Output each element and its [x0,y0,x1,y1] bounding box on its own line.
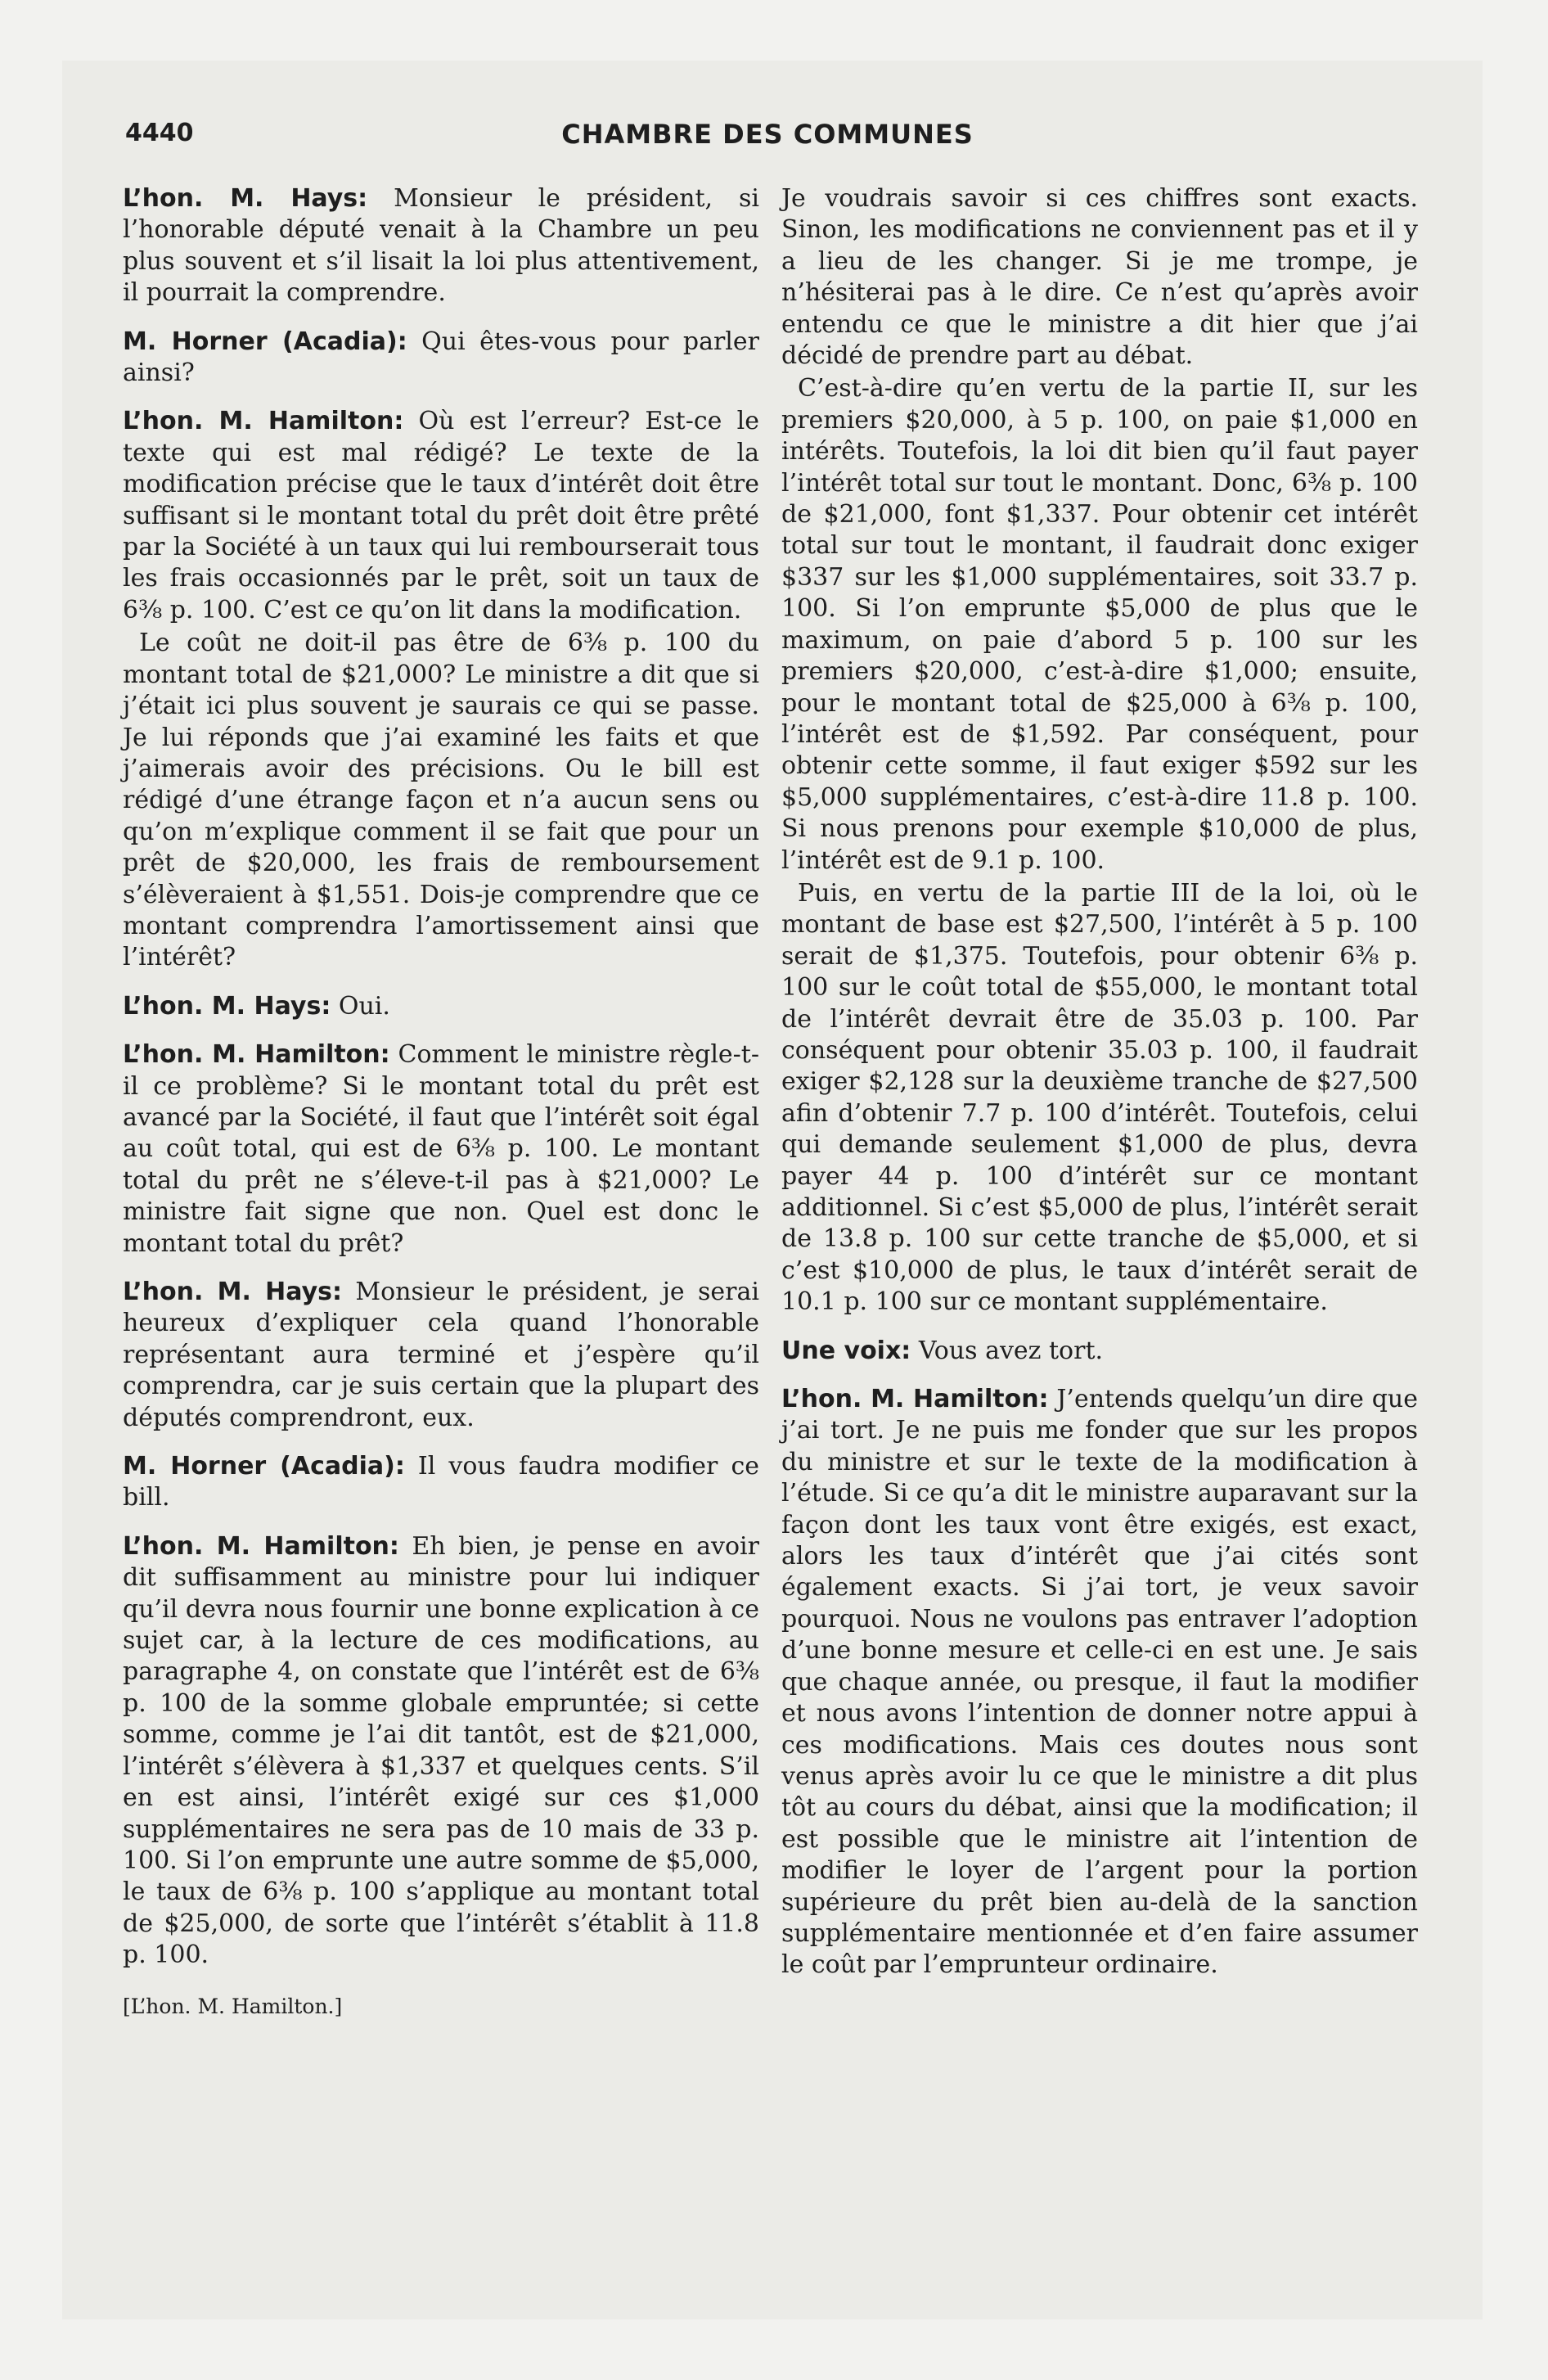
speech-text: Je voudrais savoir si ces chiffres sont exacts. Sinon, les modifications ne conviennent pas et il y a lieu de les changer. Si je me trompe, je n’hésiterai pas à le dire. Ce n’est qu’après avoir entendu ce que le ministre a dit hier que j’ai décidé de prendre part au débat. [781,184,1418,371]
paragraph [123,991,759,1022]
speech-text: Eh bien, je pense en avoir dit suffisamment au ministre pour lui indiquer qu’il devra nous fournir une bonne explication à ce sujet car, à la lecture de ces modifications, au paragraphe 4, on constate que l’intérêt est de 6⅜ p. 100 de la somme globale empruntée; si cette somme, comme je l’ai dit tantôt, est de $21,000, l’intérêt s’élèvera à $1,337 et quelques cents. S’il en est ainsi, l’intérêt exigé sur ces $1,000 supplémentaires ne sera pas de 10 mais de 33 p. 100. Si l’on emprunte une autre somme de $5,000, le taux de 6⅜ p. 100 s’applique au montant total de $25,000, de sorte que l’intérêt s’établit à 11.8 p. 100. [123,1531,759,1970]
right-column [781,183,1418,1983]
speech-text: Comment le ministre règle-t-il ce problème? Si le montant total du prêt est avancé par la Société, il faut que l’intérêt soit égal au coût total, qui est de 6⅜ p. 100. Le montant total du prêt ne s’éleve-t-il pas à $21,000? Le ministre fait signe que non. Quel est donc le montant total du prêt? [123,1040,759,1258]
speaker-name: Une voix: [781,1336,911,1365]
speaker-name: L’hon. M. Hays: [123,1278,343,1306]
speech-text: Puis, en vertu de la partie III de la loi, où le montant de base est $27,500, l’intérêt à 5 p. 100 serait de $1,375. Toutefois, pour obtenir 6⅜ p. 100 sur le coût total de $55,000, le montant total de l’intérêt devrait être de 35.03 p. 100. Par conséquent pour obtenir 35.03 p. 100, il faudrait exiger $2,128 sur la deuxième tranche de $27,500 afin d’obtenir 7.7 p. 100 d’intérêt. Toutefois, celui qui demande seulement $1,000 de plus, devra payer 44 p. 100 d’intérêt sur ce montant additionnel. Si c’est $5,000 de plus, l’intérêt serait de 13.8 p. 100 sur cette tranche de $5,000, et si c’est $10,000 de plus, le taux d’intérêt serait de 10.1 p. 100 sur ce montant supplémentaire. [781,878,1418,1317]
page-number: 4440 [125,119,194,147]
speaker-name: L’hon. M. Hays: [123,991,331,1021]
paragraph [123,1451,759,1514]
paragraph [123,1039,759,1260]
paragraph [781,1384,1418,1981]
speech-text: Le coût ne doit-il pas être de 6⅜ p. 100 du montant total de $21,000? Le ministre a dit que si j’était ici plus souvent je saurais ce qui se passe. Je lui réponds que j’ai examiné les faits et que j’aimerais avoir des précisions. Ou le bill est rédigé d’une étrange façon et n’a aucun sens ou qu’on m’explique comment il se fait que pour un prêt de $20,000, les frais de remboursement s’élèveraient à $1,551. Dois-je comprendre que ce montant comprendra l’amortissement ainsi que l’intérêt? [123,629,759,972]
paragraph [123,1277,759,1434]
left-column [123,183,759,2024]
paragraph [781,373,1418,877]
paragraph [781,1336,1418,1367]
signature-line: [L’hon. M. Hamilton.] [123,1994,343,2018]
running-title: CHAMBRE DES COMMUNES [561,119,974,150]
speech-text: Où est l’erreur? Est-ce le texte qui est mal rédigé? Le texte de la modification précise que le taux d’intérêt doit être suffisant si le montant total du prêt doit être prêté par la Société à un taux qui lui rembourserait tous les frais occasionnés par le prêt, soit un taux de 6⅜ p. 100. C’est ce qu’on lit dans la modification. [123,407,759,624]
speaker-name: M. Horner (Acadia): [123,1452,405,1481]
speech-text: Vous avez tort. [911,1336,1104,1365]
speaker-name: L’hon. M. Hamilton: [123,1040,390,1070]
speaker-name: L’hon. M. Hays: [123,184,368,213]
speaker-name: L’hon. M. Hamilton: [123,407,404,436]
paragraph [123,183,759,309]
paragraph [781,183,1418,372]
paragraph [123,406,759,626]
speech-text: J’entends quelqu’un dire que j’ai tort. Je ne puis me fonder que sur les propos du ministre et sur le texte de la modification à l’étude. Si ce qu’a dit le ministre auparavant sur la façon dont les taux vont être exigés, est exact, alors les taux d’intérêt que j’ai cités sont également exacts. Si j’ai tort, je veux savoir pourquoi. Nous ne voulons pas entraver l’adoption d’une bonne mesure et celle-ci en est une. Je sais que chaque année, ou presque, il faut la modifier et nous avons l’intention de donner notre appui à ces modifications. Mais ces doutes nous sont venus après avoir lu ce que le ministre a dit plus tôt au cours du débat, ainsi que la modification; il est possible que le ministre ait l’intention de modifier le loyer de l’argent pour la portion supérieure du prêt bien au-delà de la sanction supplémentaire mentionnée et d’en faire assumer le coût par l’emprunteur ordinaire. [781,1385,1418,1980]
page-header [125,119,1410,160]
speech-text: Monsieur le président, je serai heureux d’expliquer cela quand l’honorable représentant aura terminé et j’espère qu’il comprendra, car je suis certain que la plupart des députés comprendront, eux. [123,1278,759,1432]
speaker-name: L’hon. M. Hamilton: [123,1531,399,1561]
paragraph [123,327,759,390]
speech-text: C’est-à-dire qu’en vertu de la partie II, sur les premiers $20,000, à 5 p. 100, on paie $1,000 en intérêts. Toutefois, la loi dit bien qu’il faut payer l’intérêt total sur tout le montant. Donc, 6⅜ p. 100 de $21,000, font $1,337. Pour obtenir cet intérêt total sur tout le montant, il faudrait donc exiger $337 sur les $1,000 supplémentaires, soit 33.7 p. 100. Si l’on emprunte $5,000 de plus que le maximum, on paie d’abord 5 p. 100 sur les premiers $20,000, c’est-à-dire $1,000; ensuite, pour le montant total de $25,000 à 6⅜ p. 100, l’intérêt est de $1,592. Par conséquent, pour obtenir cette somme, il faut exiger $592 sur les $5,000 supplémentaires, c’est-à-dire 11.8 p. 100. Si nous prenons pour exemple $10,000 de plus, l’intérêt est de 9.1 p. 100. [781,374,1418,875]
paragraph [123,1531,759,1972]
speech-text: Monsieur le président, si l’honorable député venait à la Chambre un peu plus souvent et s’il lisait la loi plus attentivement, il pourrait la comprendre. [123,184,759,308]
paragraph [123,628,759,973]
speech-text: Qui êtes-vous pour parler ainsi? [123,327,759,388]
speech-text: Il vous faudra modifier ce bill. [123,1452,759,1512]
paragraph [781,878,1418,1318]
speech-text: Oui. [331,991,390,1021]
speaker-name: M. Horner (Acadia): [123,327,407,356]
speaker-name: L’hon. M. Hamilton: [781,1385,1049,1414]
